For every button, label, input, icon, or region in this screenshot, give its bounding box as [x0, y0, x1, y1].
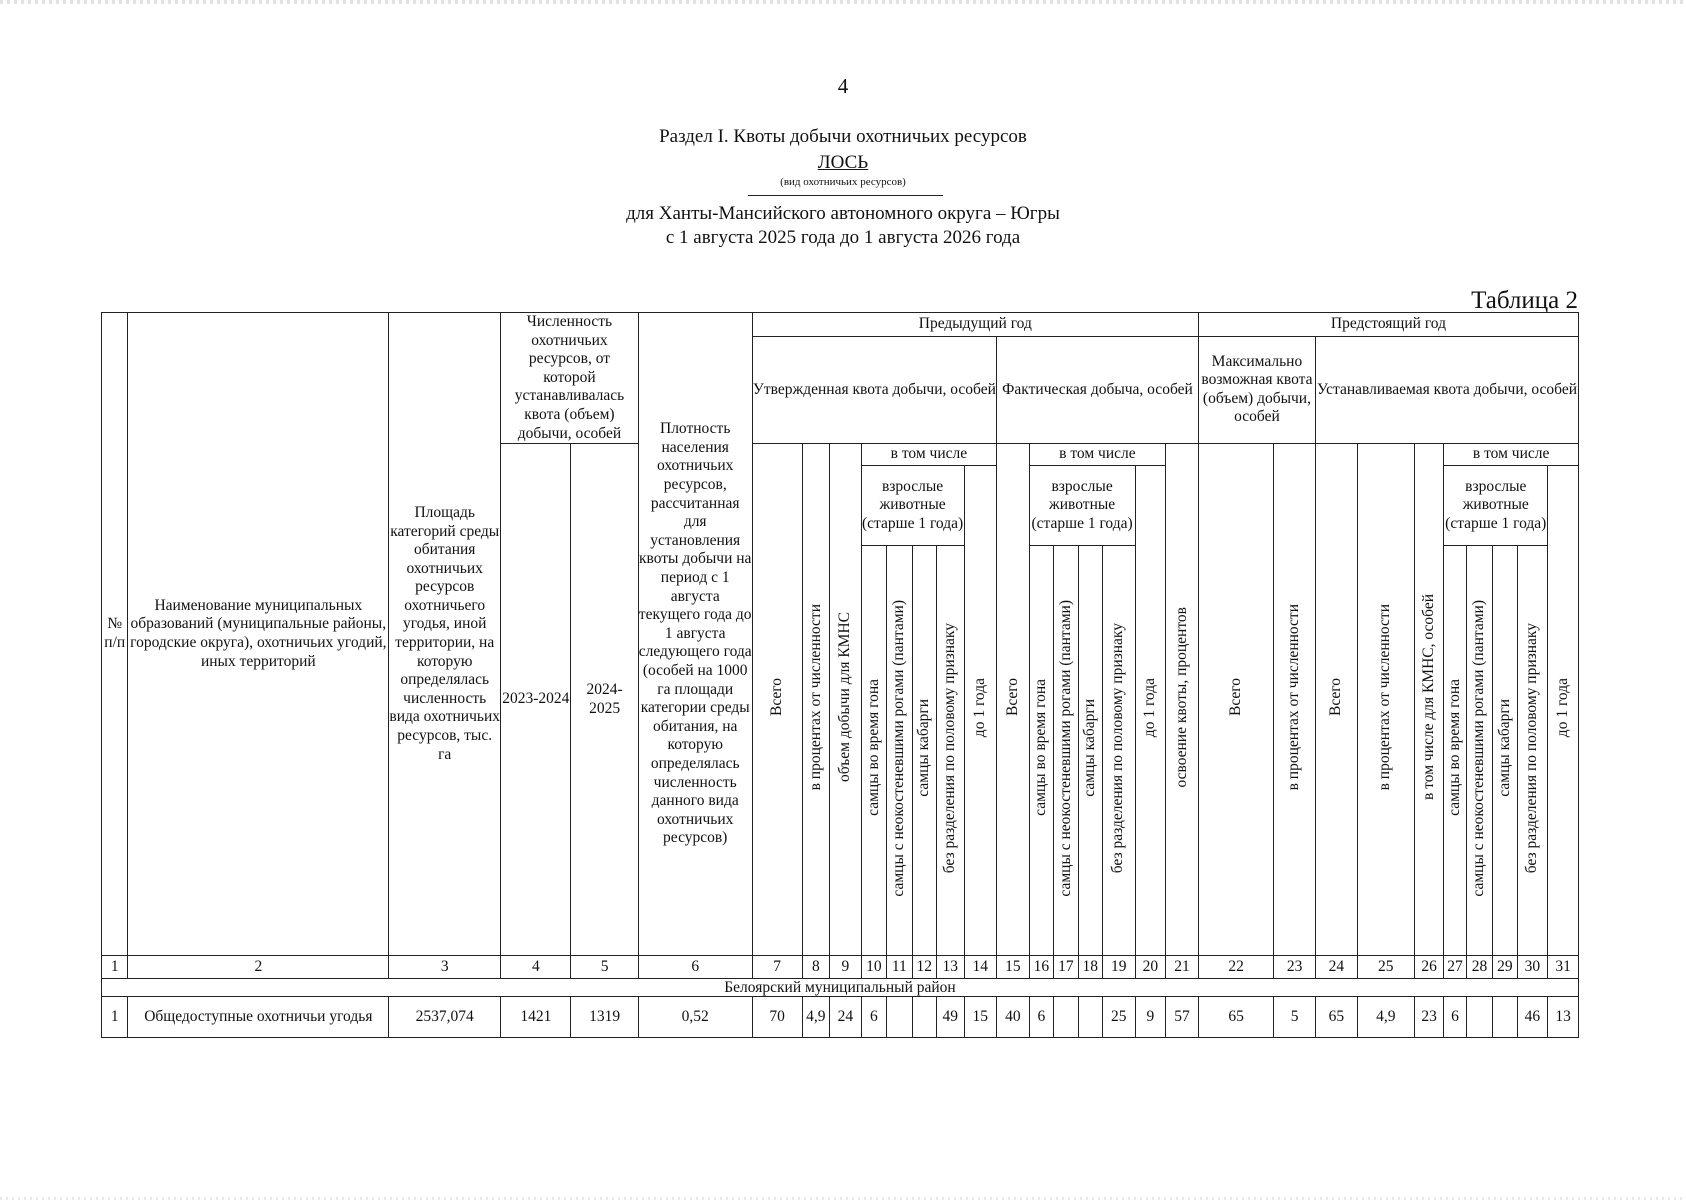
table-cell: 15 [964, 997, 997, 1038]
header-max-total: Всего [1198, 444, 1273, 956]
header-set-kmns: в том числе для КМНС, особей [1414, 444, 1444, 956]
header-population: Численность охотничьих ресурсов, от которой устанавливалась квота (объем) добычи, особей [501, 313, 638, 444]
table-cell: 2537,074 [389, 997, 501, 1038]
header-set-total: Всего [1316, 444, 1358, 956]
table-cell [1466, 997, 1492, 1038]
table-cell [887, 997, 912, 1038]
column-number: 22 [1198, 956, 1273, 979]
header-set-under1: до 1 года [1548, 466, 1579, 956]
header-max-pct: в процентах от численности [1274, 444, 1316, 956]
page-number: 4 [837, 74, 849, 98]
header-approved-males-antlers: самцы с неокостеневшими рогами (пантами) [887, 546, 912, 956]
column-number: 4 [501, 956, 571, 979]
column-number: 31 [1548, 956, 1579, 979]
table-cell: 1 [102, 997, 128, 1038]
species-underline [748, 195, 943, 196]
header-approved-under1: до 1 года [964, 466, 997, 956]
table-cell: 65 [1316, 997, 1358, 1038]
header-set-adults: взрослые животные (старше 1 года) [1444, 466, 1548, 546]
column-number: 7 [752, 956, 802, 979]
column-number: 13 [937, 956, 964, 979]
column-number: 6 [638, 956, 752, 979]
table-cell: 57 [1166, 997, 1199, 1038]
table-cell: 4,9 [1357, 997, 1414, 1038]
header-set-quota: Устанавливаемая квота добычи, особей [1316, 336, 1579, 444]
column-number: 30 [1517, 956, 1548, 979]
column-number: 24 [1316, 956, 1358, 979]
header-actual-harvest: Фактическая добыча, особей [997, 336, 1199, 444]
section-title: Раздел I. Квоты добычи охотничьих ресурсов [659, 126, 1027, 147]
column-number: 10 [861, 956, 886, 979]
column-number: 14 [964, 956, 997, 979]
table-cell: 0,52 [638, 997, 752, 1038]
table-cell [912, 997, 936, 1038]
header-actual-total: Всего [997, 444, 1030, 956]
table-cell: 40 [997, 997, 1030, 1038]
table-cell: 1421 [501, 997, 571, 1038]
quota-table [101, 312, 1579, 1038]
column-number: 5 [571, 956, 638, 979]
table-cell: 6 [1029, 997, 1053, 1038]
header-actual-males-rut: самцы во время гона [1029, 546, 1053, 956]
species-name: ЛОСЬ [817, 152, 869, 173]
species-note: (вид охотничьих ресурсов) [780, 176, 906, 188]
header-set-males-rut: самцы во время гона [1444, 546, 1466, 956]
header-approved-males-rut: самцы во время гона [861, 546, 886, 956]
header-set-including: в том числе [1444, 444, 1579, 466]
table-cell: 5 [1274, 997, 1316, 1038]
header-approved-quota: Утвержденная квота добычи, особей [752, 336, 996, 444]
table-cell: Общедоступные охотничьи угодья [128, 997, 389, 1038]
header-approved-kmns: объем добычи для КМНС [830, 444, 862, 956]
header-year-2023: 2023-2024 [501, 444, 571, 956]
table-cell: 49 [937, 997, 964, 1038]
header-approved-including: в том числе [861, 444, 996, 466]
column-number: 21 [1166, 956, 1199, 979]
header-quota-use: освоение квоты, процентов [1166, 444, 1199, 956]
column-number: 16 [1029, 956, 1053, 979]
header-max-quota: Максимально возможная квота (объем) добычи, особей [1198, 336, 1315, 444]
region-name: Белоярский муниципальный район [102, 979, 1579, 997]
column-number: 2 [128, 956, 389, 979]
table-cell: 6 [1444, 997, 1466, 1038]
period-line: с 1 августа 2025 года до 1 августа 2026 года [665, 227, 1021, 248]
column-number: 19 [1102, 956, 1135, 979]
table-cell: 25 [1102, 997, 1135, 1038]
column-number: 20 [1135, 956, 1166, 979]
region-line: для Ханты-Мансийского автономного округа – Югры [626, 203, 1060, 224]
header-approved-total: Всего [752, 444, 802, 956]
table-cell: 6 [861, 997, 886, 1038]
column-number: 25 [1357, 956, 1414, 979]
column-number: 15 [997, 956, 1030, 979]
header-set-pct: в процентах от численности [1357, 444, 1414, 956]
header-approved-musk-males: самцы кабарги [912, 546, 936, 956]
column-number: 26 [1414, 956, 1444, 979]
header-actual-including: в том числе [1029, 444, 1165, 466]
header-year-2024: 2024-2025 [571, 444, 638, 956]
table-cell: 9 [1135, 997, 1166, 1038]
table-label: Таблица 2 [1471, 287, 1578, 314]
column-number: 9 [830, 956, 862, 979]
column-number: 3 [389, 956, 501, 979]
header-actual-males-antlers: самцы с неокостеневшими рогами (пантами) [1054, 546, 1078, 956]
header-prev-year: Предыдущий год [752, 313, 1198, 337]
header-approved-pct: в процентах от численности [802, 444, 829, 956]
table-cell: 4,9 [802, 997, 829, 1038]
table-cell [1078, 997, 1102, 1038]
header-set-musk-males: самцы кабарги [1493, 546, 1517, 956]
table-cell: 65 [1198, 997, 1273, 1038]
header-set-males-antlers: самцы с неокостеневшими рогами (пантами) [1466, 546, 1492, 956]
column-number: 17 [1054, 956, 1078, 979]
header-approved-adults: взрослые животные (старше 1 года) [861, 466, 964, 546]
table-cell: 13 [1548, 997, 1579, 1038]
header-density: Плотность населения охотничьих ресурсов, рассчитанная для установления квоты добычи на период с 1 августа текущего года до 1 августа следующего года (особей на 1000 га площади категории среды обитания, на которую определялась численность данного вида охотничьих ресурсов) [638, 313, 752, 956]
column-number: 8 [802, 956, 829, 979]
column-number: 28 [1466, 956, 1492, 979]
header-approved-no-sex: без разделения по половому признаку [937, 546, 964, 956]
scan-edge-top [0, 0, 1686, 4]
region-row [102, 979, 1579, 997]
column-number: 29 [1493, 956, 1517, 979]
table-cell: 24 [830, 997, 862, 1038]
header-actual-no-sex: без разделения по половому признаку [1102, 546, 1135, 956]
table-row [102, 997, 1579, 1038]
column-number: 18 [1078, 956, 1102, 979]
table-cell [1493, 997, 1517, 1038]
header-actual-under1: до 1 года [1135, 466, 1166, 956]
table-cell [1054, 997, 1078, 1038]
column-number: 23 [1274, 956, 1316, 979]
table-cell: 1319 [571, 997, 638, 1038]
column-number: 1 [102, 956, 128, 979]
header-no: № п/п [102, 313, 128, 956]
header-name: Наименование муниципальных образований (муниципальные районы, городские округа), охотничьих угодий, иных территорий [128, 313, 389, 956]
table-cell: 23 [1414, 997, 1444, 1038]
header-actual-musk-males: самцы кабарги [1078, 546, 1102, 956]
header-set-no-sex: без разделения по половому признаку [1517, 546, 1548, 956]
header-area: Площадь категорий среды обитания охотничьих ресурсов охотничьего угодья, иной территории, на которую определялась численность вида охотничьих ресурсов, тыс. га [389, 313, 501, 956]
column-number: 12 [912, 956, 936, 979]
header-actual-adults: взрослые животные (старше 1 года) [1029, 466, 1135, 546]
column-number: 11 [887, 956, 912, 979]
header-next-year: Предстоящий год [1198, 313, 1578, 337]
column-number-row [102, 956, 1579, 979]
table-cell: 70 [752, 997, 802, 1038]
table-cell: 46 [1517, 997, 1548, 1038]
column-number: 27 [1444, 956, 1466, 979]
